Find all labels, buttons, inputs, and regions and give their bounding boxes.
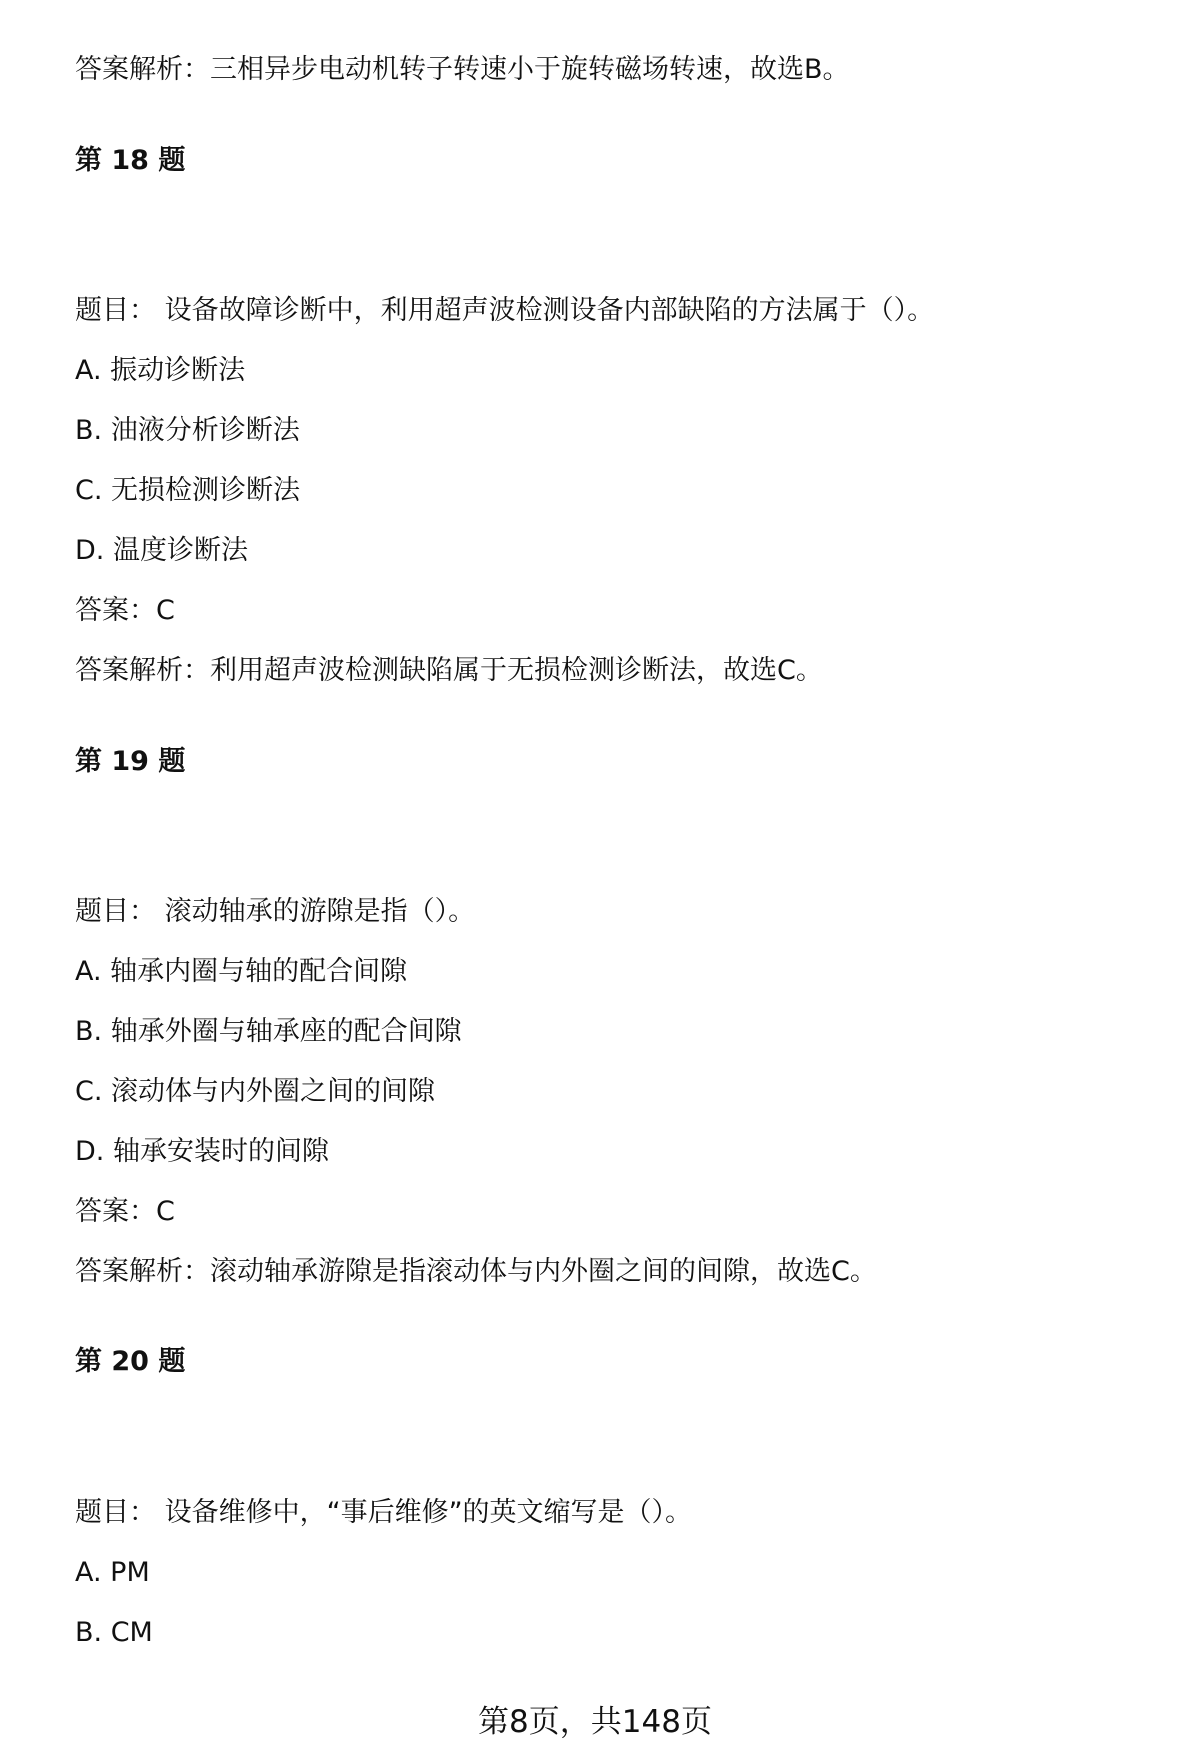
q18-option-c: C. 无损检测诊断法 <box>75 475 301 506</box>
q19-question: 题目： 滚动轴承的游隙是指（）。 <box>75 896 476 927</box>
q19-explanation: 答案解析：滚动轴承游隙是指滚动体与内外圈之间的间隙，故选C。 <box>75 1256 877 1287</box>
q18-answer: 答案：C <box>75 595 175 626</box>
q19-option-c: C. 滚动体与内外圈之间的间隙 <box>75 1076 436 1107</box>
q18-heading: 第 18 题 <box>75 145 186 176</box>
q18-option-d: D. 温度诊断法 <box>75 535 248 566</box>
q20-question: 题目： 设备维修中，“事后维修”的英文缩写是（）。 <box>75 1497 693 1528</box>
page-indicator: 第8页，共148页 <box>478 1704 712 1740</box>
q19-answer: 答案：C <box>75 1196 175 1227</box>
q18-option-b: B. 油液分析诊断法 <box>75 415 300 446</box>
q20-option-b: B. CM <box>75 1617 153 1648</box>
q20-heading: 第 20 题 <box>75 1346 186 1377</box>
q17-explanation: 答案解析：三相异步电动机转子转速小于旋转磁场转速，故选B。 <box>75 54 850 85</box>
q19-option-a: A. 轴承内圈与轴的配合间隙 <box>75 956 408 987</box>
q18-explanation: 答案解析：利用超声波检测缺陷属于无损检测诊断法，故选C。 <box>75 655 823 686</box>
q19-option-b: B. 轴承外圈与轴承座的配合间隙 <box>75 1016 462 1047</box>
q20-option-a: A. PM <box>75 1557 150 1588</box>
q19-option-d: D. 轴承安装时的间隙 <box>75 1136 329 1167</box>
q19-heading: 第 19 题 <box>75 746 186 777</box>
q18-question: 题目： 设备故障诊断中，利用超声波检测设备内部缺陷的方法属于（）。 <box>75 295 935 326</box>
q18-option-a: A. 振动诊断法 <box>75 355 246 386</box>
